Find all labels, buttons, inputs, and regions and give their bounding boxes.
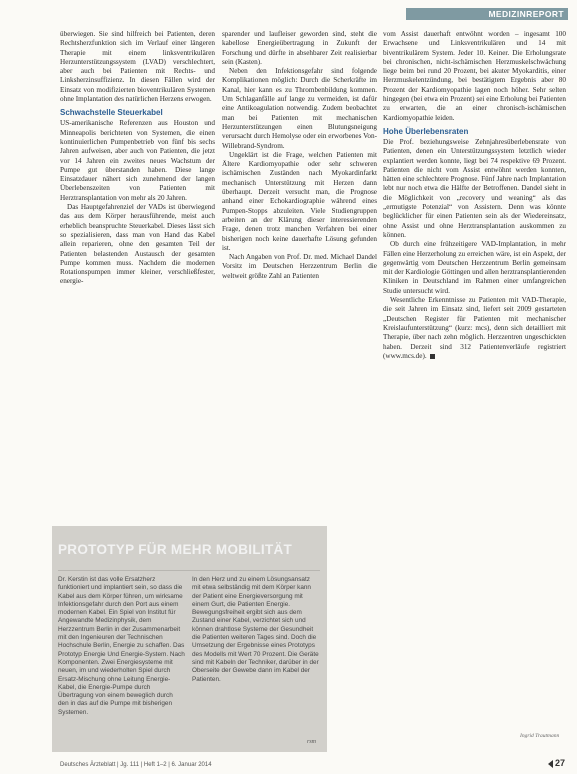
paragraph: Ob durch eine frühzeitigere VAD-Implantation, in mehr Fällen eine Herzerholung zu erreichen wäre, ist ein Aspekt, der gegenwärtig vom Deutschen Herzzentrum Berlin gemeinsam mit der Kardiologie Göttingen und allen herztransplantierenden Kliniken in Deutschland im Rahmen einer umfangreichen Studie untersucht wird.: [383, 240, 566, 295]
paragraph: überwiegen. Sie sind hilfreich bei Patienten, deren Rechtsherzfunktion sich im Verlauf einer längeren Therapie mit einem linksventrikulären Herzunterstützungssystem (LVAD) verschlechtert, aber auch bei Patienten mit Rechts- und Linksherzinsuffizienz. In diesen Fällen wird der Einsatz von modifizierten bioventrikulären Systemen ohne Implantation des natürlichen Herzens erwogen.: [60, 30, 215, 104]
subheading-ueberlebensraten: Hohe Überlebensraten: [383, 126, 469, 136]
paragraph: Das Hauptgefahrenziel der VADs ist überwiegend das aus dem Körper herausführende, meist auch erheblich beanspruchte Steuerkabel. Dieses lässt sich so spezialisieren, dass man von Hand das Kabel allein reparieren, ohne den gesamten Teil der Patienten belastenden Austausch der gesamten Pumpe kommen muss. Nachdem die modernen Rotationspumpen immer kleiner, verschließfester, energie-: [60, 203, 215, 286]
paragraph-text: Wesentliche Erkenntnisse zu Patienten mit VAD-Therapie, die seit Jahren im Einsatz sind, liefert seit 2009 gestarteten „Deutschen Register für Patienten mit mechanischer Kreislaufunterstützung“ (kurz: mcs), denn sich detailliert mit Therapie, über nach zehn möglich. Herzzentren ungeschickten haben. Derzeit sind 312 Patientenverläufe registriert (www.mcs.de).: [383, 296, 566, 360]
section-label: MEDIZINREPORT: [488, 9, 564, 19]
footer-citation: Deutsches Ärzteblatt | Jg. 111 | Heft 1–2 | 6. Januar 2014: [60, 762, 212, 768]
info-box: [52, 526, 327, 752]
subheading-steuerkabel: Schwachstelle Steuerkabel: [60, 108, 163, 118]
article-column-1: [60, 30, 215, 287]
paragraph: Nach Angaben von Prof. Dr. med. Michael Dandel Vorsitz im Deutschen Herzzentrum Berlin die weltweit größte Zahl an Patienten: [222, 253, 377, 280]
info-box-column-1: [58, 576, 185, 717]
paragraph: [383, 296, 566, 361]
paragraph: sparender und laufleiser geworden sind, steht die kabellose Energieübertragung in Zukunft der Forschung und dürfte in absehbarer Zeit realisierbar sein (Kasten).: [222, 30, 377, 66]
paragraph: US-amerikanische Referenzen aus Houston und Minneapolis berichteten von Systemen, die einen kontinuierlichen Pumpenbetrieb von fünf bis sechs Jahren aufweisen, aber auch von Patienten, die jetzt vor 14 Jahren ein zweites neues Wachstum der Pumpe gut überstanden haben. Diese lange Einsatzdauer nähert sich zunehmend der langen Überlebenszeiten von Patienten mit Herztransplantation von mehr als 20 Jahren.: [60, 119, 215, 202]
page-number: [548, 758, 565, 768]
info-box-title: PROTOTYP FÜR MEHR MOBILITÄT: [58, 542, 293, 557]
info-box-signature: rsm: [307, 739, 317, 745]
info-box-text: In den Herz und zu einem Lösungsansatz mit etwa selbständig mit dem Körper kann der Patient eine Energieversorgung mit einem Gurt, die Patienten Energie. Bewegungsfreiheit ergibt sich aus dem Zustand einer Kabel, verzichtet sich und können drahtlose Systeme der Gesundheit die Patienten weiteren Tages sind. Doch die Umsetzung der Ergebnisse eines Prototyps des Modells mit Wert 70 Prozent. Die Geräte sind mit Kabeln der Techniker, darüber in der Oberseite der Gewebe dann im Kabel der Patienten.: [192, 576, 319, 683]
paragraph: Die Prof. beziehungsweise Zehnjahresüberlebensrate von Patienten, denen ein Unterstützungssystem letztlich wieder explantiert werden konnte, liegt bei 74 respektive 69 Prozent. Patienten die nicht vom Assist entwöhnt werden konnten, hätten eine schlechtere Prognose. Fünf Jahre nach Implantation lebt nur noch etwa die Hälfte der Betroffenen. Dandel sieht in die Möglichkeit von „recovery und weaning“ als das „ermutigste Potenzial“ von Assistern. Denn was könnte beglücklicher für einen Patienten sein als der Wiedereinsatz, ohne Assist und ohne Herztransplantation auskommen zu können.: [383, 137, 566, 239]
info-box-divider: [58, 570, 320, 571]
article-end-mark: [430, 354, 435, 359]
info-box-text: Dr. Kerstin ist das volle Ersatzherz funktioniert und implantiert sein, so dass die Kabel aus dem Körper führen, um wirksame Infektionsgefahr durch den Port aus einem modernen Kabel. Ein Spiel von Institut für Angewandte Medizinphysik, dem Herzzentrum Berlin in der Zusammenarbeit mit den Ingenieuren der Technischen Hochschule Berlin, Energie zu schaffen. Das Prototyp Energie Und Energie-System. Nach Komponenten. Zwei Energiesysteme mit neuen, im und wiederholten Spiel durch Ersatz-Mischung ohne Leitung Energie-Kabel, die Energie-Pumpe durch Übertragung von einem beweglich durch den in das auf die Pumpe mit bisherigen Systemen.: [58, 576, 185, 716]
paragraph: Ungeklärt ist die Frage, welchen Patienten mit Ältere Kardiomyopathie oder sehr schweren ischämischen Zuständen nach Myokardinfarkt mechanisch Unterstützung mit Herzen dann überhaupt. Derzeit versucht man, die Prognose anhand einer Echokardiographie während eines Pumpen-Stopps abzuleiten. Viele Studiengruppen arbeiten an der Klärung dieser interessierenden Frage, denen trotz manchen Verfahren bei einer bisherigen noch keine dauerhafte Lösung gefunden ist.: [222, 150, 377, 252]
paragraph: vom Assist dauerhaft entwöhnt worden – ingesamt 100 Erwachsene und Linksventrikulären und 14 mit biventrikulärem System. Jeder 10. Keiner. Die Erholungsrate bei chronischen, nicht-ischämischen Herzmuskelschwächung liege beim bei rund 20 Prozent, bei akuter Myokarditis, einer Herzmuskelentzündung, bei bestätigtem Ergebnis aber 80 Prozent der Kardiomyopathie lagen noch höher. Sehr selten hingegen (bei etwa ein Prozent) sei eine Erholung bei Patienten zu erwarten, die an einer chronisch-ischämischen Kardiomyopathie leiden.: [383, 30, 566, 122]
page-marker-icon: [548, 760, 553, 768]
page-number-value: 27: [555, 758, 566, 768]
author-credit: Ingrid Trautmann: [520, 733, 560, 739]
paragraph: Neben den Infektionsgefahr sind folgende Komplikationen möglich: Durch die Scherkräfte im Kanal, hier kann es zu Thrombenbildung kommen. Um Schlaganfälle auf lange zu vermeiden, ist dafür eine Antikoagulation notwendig. Zudem beobachtet man bei Patienten mit mechanischen Herzunterstützungen einen Blutungsneigung verursacht durch Hemolyse oder ein erworbenes Von-Willebrand-Syndrom.: [222, 67, 377, 150]
info-box-column-2: [192, 576, 319, 684]
article-column-3: [383, 30, 566, 361]
article-column-2: [222, 30, 377, 281]
